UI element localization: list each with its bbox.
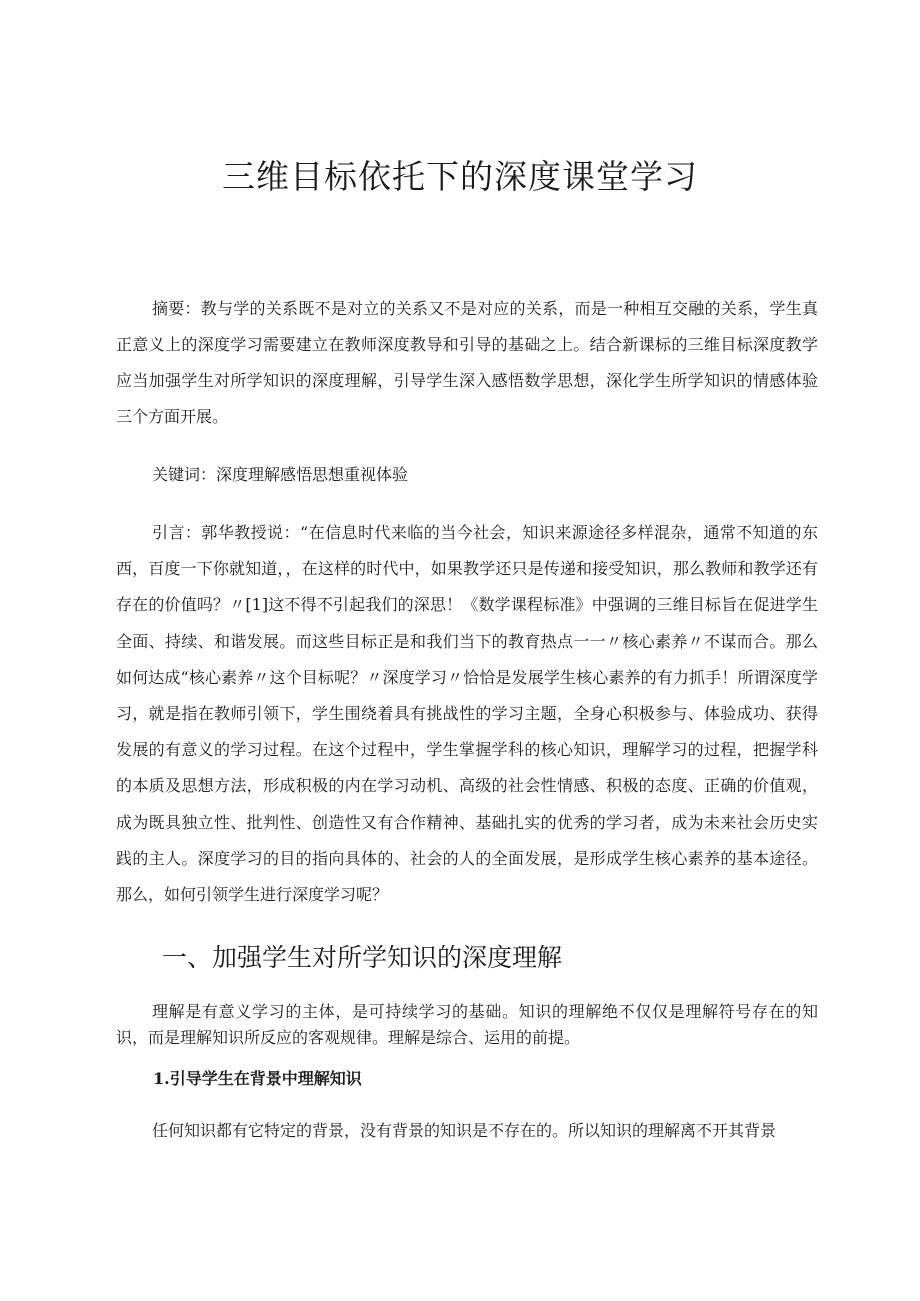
section-paragraph: 理解是有意义学习的主体，是可持续学习的基础。知识的理解绝不仅仅是理解符号存在的知识，而是理解知识所反应的客观规律。理解是综合、运用的前提。	[116, 1002, 818, 1047]
subsection-paragraph: 任何知识都有它特定的背景，没有背景的知识是不存在的。所以知识的理解离不开其背景	[152, 1121, 777, 1140]
subsection-heading: 1.引导学生在背景中理解知识	[153, 1069, 362, 1088]
section-heading: 一、加强学生对所学知识的深度理解	[162, 943, 563, 972]
introduction-paragraph: 引言：郭华教授说：“在信息时代来临的当今社会，知识来源途径多样混杂，通常不知道的东西，百度一下你就知道，，在这样的时代中，如果教学还只是传递和接受知识，那么教师和教学还有存在的价值吗？〃[1]这不得不引起我们的深思！《数学课程标准》中强调的三维目标旨在促进学生全面、持续、和谐发展。而这些目标正是和我们当下的教育热点一一〃核心素养〃不谋而合。那么如何达成“核心素养〃这个目标呢？〃深度学习〃恰恰是发展学生核心素养的有力抓手！所谓深度学习，就是指在教师引领下，学生围绕着具有挑战性的学习主题，全身心积极参与、体验成功、获得发展的有意义的学习过程。在这个过程中，学生掌握学科的核心知识，理解学习的过程，把握学科的本质及思想方法，形成积极的内在学习动机、高级的社会性情感、积极的态度、正确的价值观，成为既具独立性、批判性、创造性又有合作精神、基础扎实的优秀的学习者，成为未来社会历史实践的主人。深度学习的目的指向具体的、社会的人的全面发展，是形成学生核心素养的基本途径。那么，如何引领学生进行深度学习呢？	[116, 523, 818, 905]
document-title: 三维目标依托下的深度课堂学习	[222, 157, 698, 196]
keywords-paragraph: 关键词：深度理解感悟思想重视体验	[152, 465, 409, 484]
abstract-paragraph: 摘要：教与学的关系既不是对立的关系又不是对应的关系，而是一种相互交融的关系，学生真正意义上的深度学习需要建立在教师深度教导和引导的基础之上。结合新课标的三维目标深度教学应当加强学生对所学知识的深度理解，引导学生深入感悟数学思想，深化学生所学知识的情感体验三个方面开展。	[116, 299, 818, 426]
